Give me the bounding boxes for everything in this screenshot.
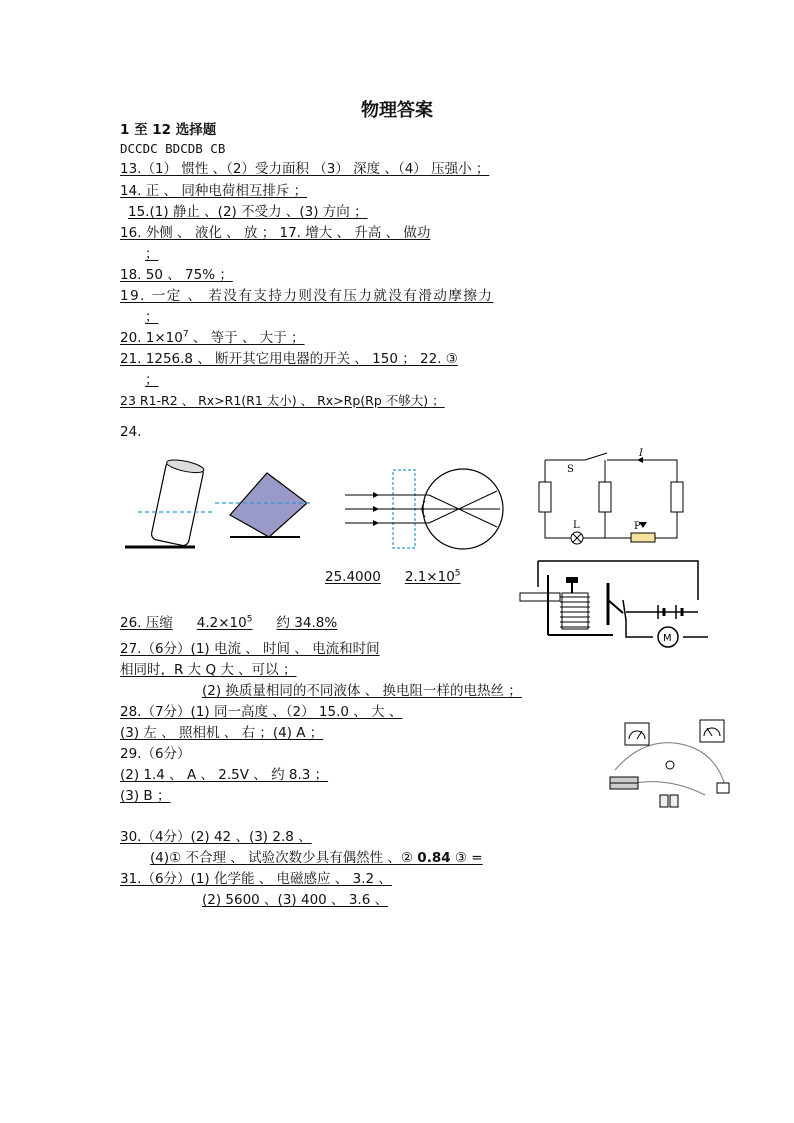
answer-22-end: ； [145, 372, 159, 388]
eye-figure [345, 465, 510, 555]
motor-label: M [663, 633, 672, 644]
page-title: 物理答案 [361, 100, 433, 121]
answer-26-exponent: 5 [246, 614, 253, 625]
answer-27-2: (2) 换质量相同的不同液体 、 换电阻一样的电热丝 ； [202, 683, 522, 699]
answer-25-value1: 25.4000 [325, 569, 381, 585]
answer-26-value1: 26. 压缩 [120, 615, 173, 631]
answer-24: 24. [120, 424, 142, 440]
answer-30-1: 30.（4分）(2) 42 、(3) 2.8 、 [120, 829, 312, 845]
answer-31-1: 31.（6分）(1) 化学能 、 电磁感应 、 3.2 、 [120, 871, 392, 887]
answer-26-value2: 4.2×10 [196, 615, 247, 631]
answer-25-value2: 2.1×10 [404, 569, 455, 585]
answer-28-3: (3) 左 、 照相机 、 右 ；(4) A ； [120, 725, 324, 741]
answer-29-2: (2) 1.4 、 A 、 2.5V 、 约 8.3 ； [120, 767, 329, 783]
answer-27-1b: 相同时，R 大 Q 大 、可以 ； [120, 662, 297, 678]
answer-29-head: 29.（6分） [120, 746, 191, 762]
answer-25 [325, 568, 461, 586]
answer-25-exponent: 5 [454, 568, 461, 579]
answer-30-4c: ③ = [454, 850, 483, 866]
switch-label: S [567, 464, 574, 475]
answer-30-2 [150, 849, 483, 867]
circuit-figure [535, 450, 685, 550]
answer-19: 19. 一定 、 若没有支持力则没有压力就没有滑动摩擦力 [120, 288, 494, 304]
answer-20-rest: 、 等于 、 大于 ； [188, 330, 305, 346]
answer-23: 23 R1-R2 、 Rx>R1(R1 太小) 、 Rx>Rp(Rp 不够大) ； [120, 393, 445, 408]
answer-13: 13.（1） 惯性 、（2）受力面积 （3） 深度 、（4） 压强小 ； [120, 161, 490, 177]
answer-28-1: 28.（7分）(1) 同一高度 、（2） 15.0 、 大 、 [120, 704, 403, 720]
choice-answers: DCCDC BDCDB CB [120, 141, 226, 156]
answer-29-3: (3) B ； [120, 788, 171, 804]
can-figure [120, 455, 220, 555]
answer-15: 15.(1) 静止 、(2) 不受力 、(3) 方向 ； [128, 204, 368, 220]
current-label: I [639, 448, 643, 459]
answer-30-4a: (4)① 不合理 、 试验次数少具有偶然性 、② [150, 850, 413, 866]
answer-16-17: 16. 外侧 、 液化 、 放 ； 17. 增大 、 升高 、 做功 [120, 225, 431, 241]
answer-30-4b: 0.84 [417, 850, 451, 866]
apparatus-figure [605, 715, 740, 810]
answer-20-value: 20. 1×10 [120, 330, 183, 346]
choice-header: 1 至 12 选择题 [120, 122, 217, 138]
answer-27-1: 27.（6分）(1) 电流 、 时间 、 电流和时间 [120, 641, 380, 657]
answer-17-end: ； [145, 246, 159, 262]
answer-20 [120, 329, 305, 347]
lamp-label: L [573, 520, 580, 531]
relay-figure [508, 555, 718, 650]
answer-19-end: ； [145, 309, 159, 325]
answer-26-value3: 约 34.8% [276, 615, 338, 631]
answer-18: 18. 50 、 75% ； [120, 267, 233, 283]
answer-14: 14. 正 、 同种电荷相互排斥 ； [120, 183, 308, 199]
answer-20-exponent: 7 [182, 329, 189, 340]
answer-31-2: (2) 5600 、(3) 400 、 3.6 、 [202, 892, 389, 908]
answer-26 [120, 614, 337, 632]
slider-label: P [634, 521, 641, 532]
answer-21-22: 21. 1256.8 、 断开其它用电器的开关 、 150 ； 22. ③ [120, 351, 458, 367]
block-figure [215, 465, 315, 545]
